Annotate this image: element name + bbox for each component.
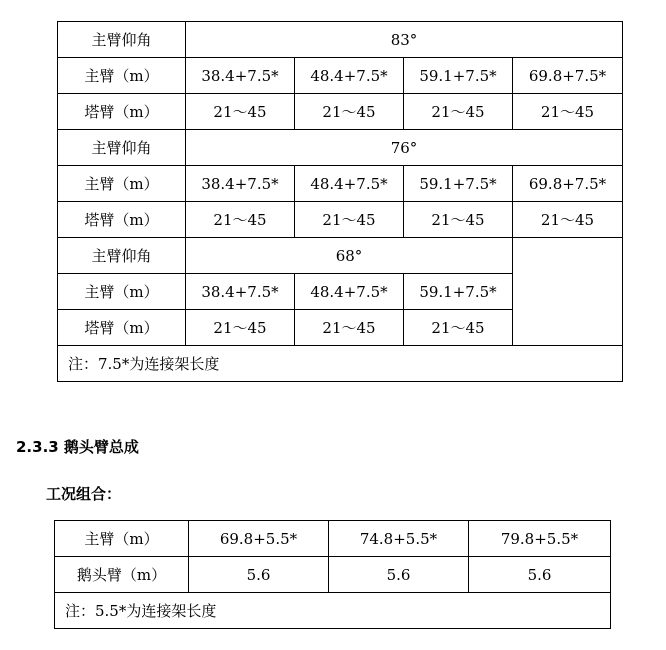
main-boom-value-cell: 69.8+7.5*: [513, 166, 623, 202]
table-row: [58, 130, 623, 166]
tower-boom-value-cell: 21～45: [295, 94, 404, 130]
tower-boom-value-cell: 21～45: [513, 94, 623, 130]
table-row: [55, 593, 611, 629]
tower-boom-value-cell: 21～45: [186, 94, 295, 130]
table-note: 注：5.5*为连接架长度: [55, 593, 611, 629]
tower-boom-value-cell: 21～45: [404, 202, 513, 238]
tower-boom-value-cell: 21～45: [513, 202, 623, 238]
tower-boom-label-cell: 塔臂（m）: [58, 310, 186, 346]
main-boom-value-cell: 59.1+7.5*: [404, 274, 513, 310]
tower-boom-value-cell: 21～45: [295, 310, 404, 346]
table-row: [58, 94, 623, 130]
main-boom-value-cell: 38.4+7.5*: [186, 274, 295, 310]
table-row: [58, 238, 623, 274]
table-row: [55, 557, 611, 593]
angle-label-cell: 主臂仰角: [58, 22, 186, 58]
angle-value-cell: 76°: [186, 130, 623, 166]
subsection-title: 工况组合：: [46, 485, 122, 503]
tower-boom-value-cell: 21～45: [404, 310, 513, 346]
main-boom-label-cell: 主臂（m）: [58, 58, 186, 94]
main-boom-value-cell: 48.4+7.5*: [295, 58, 404, 94]
main-boom-value-cell: 48.4+7.5*: [295, 274, 404, 310]
main-boom-value-cell: 48.4+7.5*: [295, 166, 404, 202]
table-row: [58, 58, 623, 94]
table-row: [58, 166, 623, 202]
main-boom-value-cell: 38.4+7.5*: [186, 166, 295, 202]
gooseneck-label-cell: 鹅头臂（m）: [55, 557, 189, 593]
tower-boom-value-cell: 21～45: [186, 310, 295, 346]
section-title: 2.3.3 鹅头臂总成: [16, 438, 139, 456]
tower-boom-value-cell: 21～45: [404, 94, 513, 130]
angle-value-cell: 83°: [186, 22, 623, 58]
table-note: 注：7.5*为连接架长度: [58, 346, 623, 382]
tower-boom-value-cell: 21～45: [295, 202, 404, 238]
main-boom-value-cell: 74.8+5.5*: [329, 521, 469, 557]
main-boom-value-cell: 69.8+7.5*: [513, 58, 623, 94]
gooseneck-value-cell: 5.6: [329, 557, 469, 593]
table-row: [58, 346, 623, 382]
main-boom-value-cell: 38.4+7.5*: [186, 58, 295, 94]
main-boom-label-cell: 主臂（m）: [58, 166, 186, 202]
gooseneck-value-cell: 5.6: [189, 557, 329, 593]
table-row: [58, 22, 623, 58]
tower-boom-label-cell: 塔臂（m）: [58, 94, 186, 130]
angle-label-cell: 主臂仰角: [58, 238, 186, 274]
gooseneck-configuration-table: [54, 520, 611, 629]
angle-value-cell: 68°: [186, 238, 513, 274]
main-boom-value-cell: 69.8+5.5*: [189, 521, 329, 557]
main-boom-label-cell: 主臂（m）: [58, 274, 186, 310]
tower-boom-label-cell: 塔臂（m）: [58, 202, 186, 238]
main-boom-value-cell: 59.1+7.5*: [404, 166, 513, 202]
empty-cell: [513, 238, 623, 346]
main-boom-value-cell: 59.1+7.5*: [404, 58, 513, 94]
main-boom-value-cell: 79.8+5.5*: [469, 521, 611, 557]
table-row: [55, 521, 611, 557]
main-boom-label-cell: 主臂（m）: [55, 521, 189, 557]
tower-boom-value-cell: 21～45: [186, 202, 295, 238]
boom-configuration-table: [57, 21, 623, 382]
angle-label-cell: 主臂仰角: [58, 130, 186, 166]
table-row: [58, 202, 623, 238]
gooseneck-value-cell: 5.6: [469, 557, 611, 593]
